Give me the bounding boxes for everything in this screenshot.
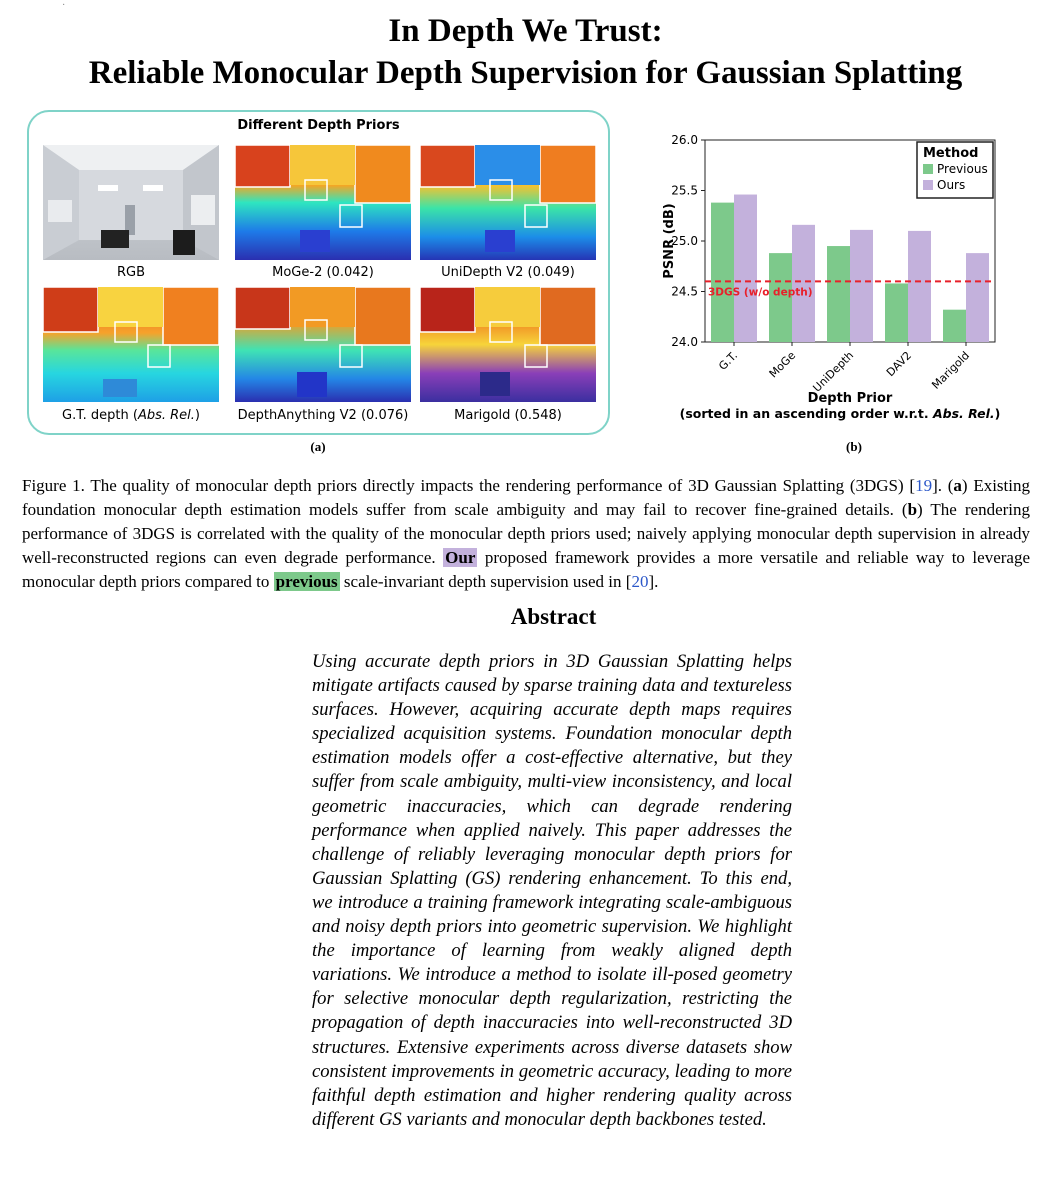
x-tick-label: MoGe — [766, 348, 799, 381]
x-axis-sublabel: (sorted in an ascending order w.r.t. Abs. Rel.) — [679, 406, 1001, 421]
y-axis-label: PSNR (dB) — [662, 203, 677, 279]
panel-a-title: Different Depth Priors — [237, 118, 400, 133]
bar-previous-dav2 — [885, 283, 908, 342]
moge2-depth-map — [235, 145, 411, 260]
highlight-previous: previous — [275, 572, 338, 591]
bar-previous-unidepth — [827, 246, 850, 342]
bar-ours-moge — [792, 225, 815, 342]
y-tick-label: 24.0 — [671, 335, 698, 349]
depthanything-depth-map — [235, 287, 411, 402]
label-unidepth: UniDepth V2 (0.049) — [441, 265, 575, 280]
x-tick-label: G.T. — [716, 348, 741, 373]
highlight-ours: Our — [445, 548, 476, 567]
bar-previous-marigold — [943, 310, 966, 342]
y-tick-label: 25.5 — [671, 183, 698, 198]
paper-title-line-1: In Depth We Trust: — [388, 13, 663, 49]
label-gt-depth: G.T. depth (Abs. Rel.) — [62, 408, 200, 423]
bar-ours-dav2 — [908, 231, 931, 342]
subfigure-b-label: (b) — [846, 439, 862, 454]
y-tick-label: 26.0 — [671, 133, 698, 147]
reference-line-label: 3DGS (w/o depth) — [708, 286, 813, 299]
citation-20[interactable]: 20 — [631, 572, 649, 591]
x-axis-label: Depth Prior — [807, 391, 893, 406]
label-depthanything: DepthAnything V2 (0.076) — [237, 408, 409, 423]
label-marigold: Marigold (0.548) — [454, 408, 562, 423]
legend-swatch-ours — [923, 180, 933, 190]
bar-previous-gt — [711, 203, 734, 342]
bar-ours-gt — [734, 195, 757, 342]
x-tick-label: UniDepth — [810, 348, 857, 395]
subfigure-a-label: (a) — [310, 439, 326, 454]
marigold-depth-map — [420, 287, 596, 402]
legend-label-ours: Ours — [937, 178, 966, 192]
bar-ours-marigold — [966, 253, 989, 342]
citation-19[interactable]: 19 — [915, 476, 933, 495]
unidepth-depth-map — [420, 145, 596, 260]
figure-caption: Figure 1. The quality of monocular depth priors directly impacts the rendering performance of 3D Gaussian Splatting (3DGS) [19]. (a) Existing foundation monocular depth estimation models suffer from scale ambiguity and may fail to recover fine-grained details. (b) The rendering performance of 3DGS is correlated with the quality of the monocular depth priors used; naively applying monocular depth supervision in already well-reconstructed regions can even degrade performance. Our proposed framework provides a more versatile and reliable way to leverage monocular depth priors compared to previous scale-invariant depth supervision used in [20]. — [22, 476, 1030, 591]
x-tick-label: Marigold — [929, 348, 973, 392]
psnr-bar-chart — [655, 128, 1005, 428]
legend-swatch-previous — [923, 164, 933, 174]
paper-title-line-2: Reliable Monocular Depth Supervision for Gaussian Splatting — [88, 55, 963, 91]
y-tick-label: 24.5 — [671, 284, 698, 299]
legend-title: Method — [923, 146, 979, 161]
rgb-image — [43, 145, 219, 260]
legend-label-previous: Previous — [937, 162, 988, 176]
bar-ours-unidepth — [850, 230, 873, 342]
abstract-text: Using accurate depth priors in 3D Gaussian Splatting helps mitigate artifacts caused by sparse training data and textureless surfaces. However, acquiring accurate depth maps requires specialized acquisition systems. Foundation monocular depth estimation models offer a cost-effective alternative, but they suffer from scale ambiguity, multi-view inconsistency, and local geometric inaccuracies, which can degrade rendering performance when applied naively. This paper addresses the challenge of reliably leveraging monocular depth priors for Gaussian Splatting (GS) rendering enhancement. To this end, we introduce a training framework integrating scale-ambiguous and noisy depth priors into geometric supervision. We highlight the importance of learning from weakly aligned depth variations. We introduce a method to isolate ill-posed geometry for selective monocular depth regularization, restricting the propagation of depth inaccuracies into well-reconstructed 3D structures. Extensive experiments across diverse datasets show consistent improvements in geometric accuracy, leading to more faithful depth estimation and higher rendering quality across different GS variants and monocular depth backbones tested. — [312, 651, 792, 1130]
label-moge2: MoGe-2 (0.042) — [272, 265, 374, 280]
abstract-heading: Abstract — [510, 604, 597, 629]
x-tick-label: DAV2 — [883, 348, 915, 380]
corner-mark: · — [62, 0, 66, 11]
gt-depth-map — [43, 287, 219, 402]
y-tick-label: 25.0 — [671, 234, 698, 248]
label-rgb: RGB — [116, 265, 146, 280]
